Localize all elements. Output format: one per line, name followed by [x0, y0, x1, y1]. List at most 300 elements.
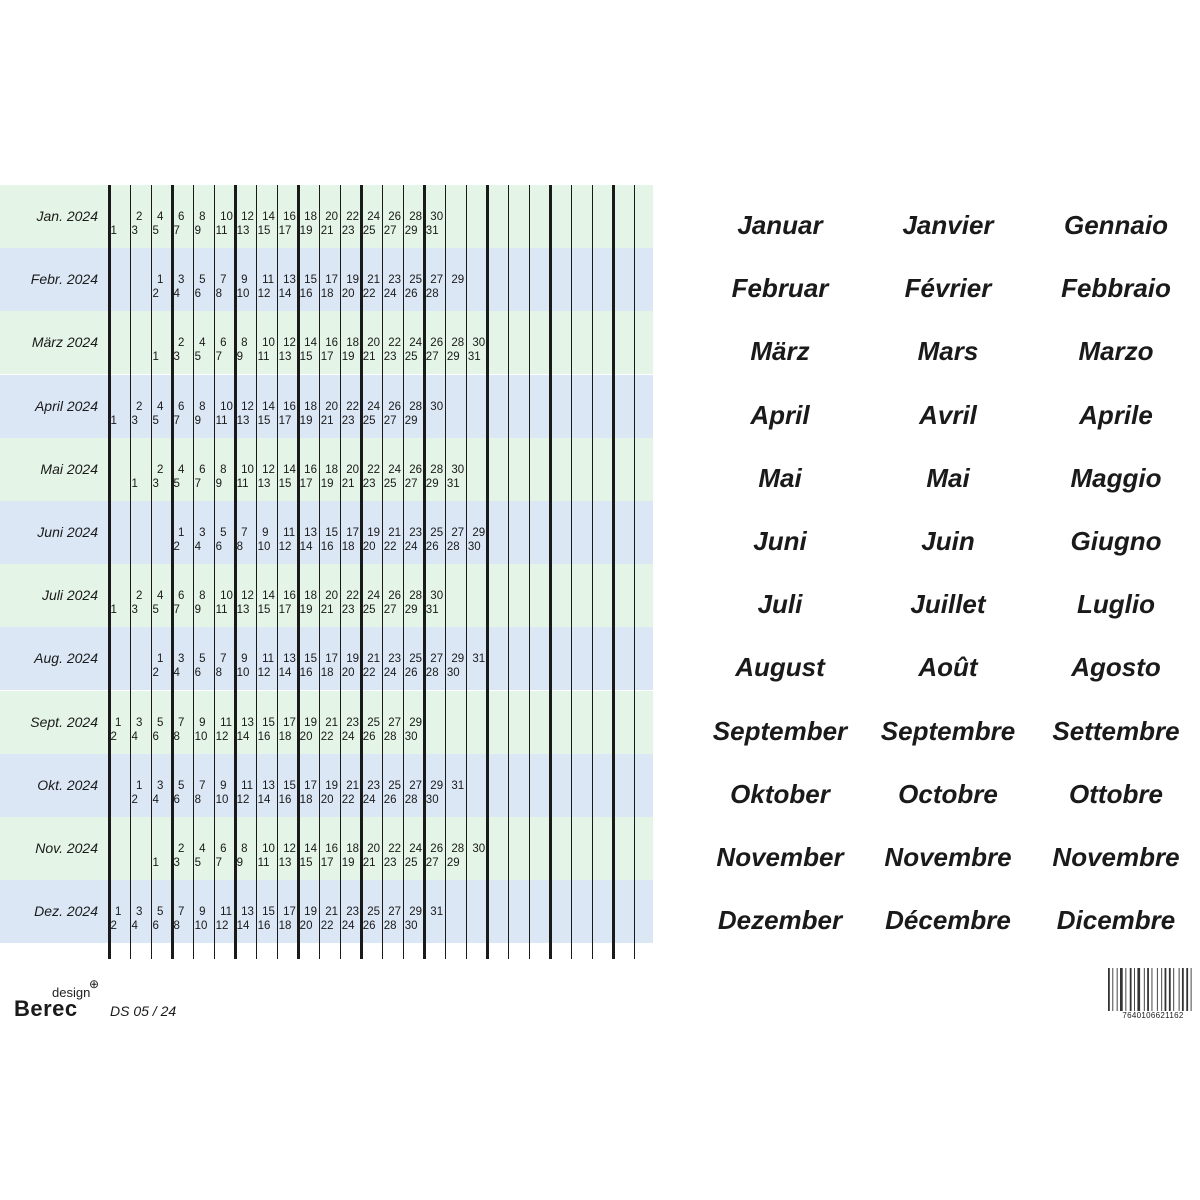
month-name-label: Ottobre — [1069, 778, 1163, 809]
day-number: 26 — [404, 288, 418, 301]
day-number: 14 — [236, 920, 250, 933]
day-number: 3 — [136, 906, 143, 919]
day-number: 13 — [262, 779, 275, 792]
month-row-label-text: Mai 2024 — [40, 460, 98, 477]
day-number: 6 — [220, 337, 227, 350]
day-number: 10 — [262, 337, 275, 350]
month-row-label-text: Sept. 2024 — [30, 713, 98, 730]
day-number: 8 — [194, 793, 201, 806]
day-number: 29 — [404, 225, 418, 237]
day-number: 31 — [425, 604, 439, 617]
day-number: 22 — [367, 463, 381, 476]
grid-line — [382, 185, 383, 959]
day-number: 24 — [362, 793, 376, 806]
day-number: 1 — [131, 477, 138, 490]
day-number: 4 — [157, 400, 164, 413]
day-number: 23 — [362, 477, 376, 490]
day-number: 17 — [283, 906, 296, 919]
day-number: 1 — [115, 716, 122, 729]
day-number: 17 — [278, 225, 292, 237]
grid-line — [634, 185, 635, 959]
day-number: 15 — [257, 414, 271, 427]
day-number: 16 — [299, 667, 313, 680]
day-number: 2 — [152, 288, 159, 301]
day-number: 16 — [304, 463, 317, 476]
day-number: 7 — [173, 414, 180, 427]
month-row — [0, 627, 653, 690]
grid-line — [571, 185, 572, 959]
day-number: 11 — [262, 653, 275, 666]
day-number: 14 — [278, 667, 292, 680]
day-number: 4 — [157, 590, 164, 603]
day-number: 20 — [367, 843, 381, 855]
day-number: 19 — [299, 604, 313, 617]
day-number: 29 — [404, 414, 418, 427]
day-number: 7 — [173, 604, 180, 617]
day-number: 19 — [341, 351, 355, 364]
day-number: 4 — [199, 843, 206, 855]
day-number: 25 — [362, 225, 376, 237]
day-number: 31 — [430, 906, 444, 919]
day-number: 1 — [152, 857, 159, 869]
day-number: 13 — [283, 274, 296, 287]
day-number: 31 — [451, 779, 465, 792]
day-number: 18 — [304, 400, 317, 413]
day-number: 9 — [194, 604, 201, 617]
day-number: 23 — [341, 604, 355, 617]
day-number: 17 — [304, 779, 317, 792]
day-number: 29 — [425, 477, 439, 490]
day-number: 10 — [220, 590, 233, 603]
day-number: 12 — [257, 288, 271, 301]
day-number: 16 — [283, 400, 296, 413]
day-number: 2 — [110, 920, 117, 933]
day-number: 16 — [325, 337, 338, 350]
grid-line — [403, 185, 404, 959]
day-number: 8 — [215, 667, 222, 680]
month-name-label: Dezember — [717, 905, 843, 936]
day-number: 1 — [115, 906, 122, 919]
grid-line — [529, 185, 530, 959]
day-number: 18 — [320, 667, 334, 680]
day-number: 7 — [178, 716, 185, 729]
day-number: 5 — [152, 225, 159, 237]
month-name-label: Aprile — [1079, 399, 1153, 430]
day-number: 21 — [320, 225, 334, 237]
day-number: 2 — [178, 843, 185, 855]
day-number: 26 — [388, 590, 402, 603]
month-name-label: Mai — [758, 462, 802, 493]
day-number: 15 — [257, 604, 271, 617]
day-number: 24 — [367, 211, 381, 223]
month-name-label: Februar — [731, 273, 829, 304]
day-number: 3 — [131, 604, 138, 617]
day-number: 16 — [278, 793, 292, 806]
day-number: 25 — [430, 527, 444, 539]
logo-design-text: design — [52, 985, 91, 1000]
day-number: 20 — [299, 920, 313, 933]
day-number: 27 — [425, 351, 439, 364]
day-number: 8 — [199, 590, 206, 603]
day-number: 27 — [430, 653, 444, 666]
day-number: 29 — [446, 351, 460, 364]
day-number: 22 — [362, 667, 376, 680]
day-number: 29 — [451, 653, 465, 666]
month-name-label: Juillet — [910, 589, 986, 620]
month-row — [0, 248, 653, 311]
day-number: 17 — [320, 351, 334, 364]
day-number: 28 — [425, 667, 439, 680]
day-number: 9 — [241, 653, 248, 666]
day-number: 14 — [262, 590, 275, 603]
day-number: 30 — [404, 730, 418, 743]
month-row-label — [0, 880, 104, 943]
day-number: 12 — [241, 211, 254, 223]
day-number: 12 — [262, 463, 275, 476]
day-number: 3 — [178, 274, 185, 287]
day-number: 3 — [136, 716, 143, 729]
day-number: 7 — [215, 351, 222, 364]
month-row-label — [0, 754, 104, 817]
day-number: 2 — [136, 590, 143, 603]
day-number: 12 — [278, 541, 292, 553]
day-number: 16 — [325, 843, 338, 855]
day-number: 16 — [257, 730, 271, 743]
day-number: 1 — [110, 414, 117, 427]
day-number: 21 — [341, 477, 355, 490]
day-number: 4 — [178, 463, 185, 476]
day-number: 7 — [178, 906, 185, 919]
day-number: 12 — [283, 337, 296, 350]
day-number: 5 — [199, 653, 206, 666]
day-number: 9 — [215, 477, 222, 490]
day-number: 22 — [362, 288, 376, 301]
day-number: 4 — [152, 793, 159, 806]
month-name-label: April — [750, 399, 810, 430]
month-row-label-text: Juni 2024 — [37, 524, 98, 540]
day-number: 2 — [178, 337, 185, 350]
day-number: 12 — [215, 920, 229, 933]
day-number: 20 — [325, 400, 338, 413]
day-number: 8 — [236, 541, 244, 553]
day-number: 15 — [257, 225, 271, 237]
grid-line — [171, 185, 174, 959]
day-number: 24 — [388, 463, 402, 476]
day-number: 5 — [178, 779, 185, 792]
day-number: 28 — [451, 337, 465, 350]
day-number: 25 — [383, 477, 397, 490]
grid-line — [297, 185, 300, 959]
day-number: 24 — [367, 590, 381, 603]
day-number: 23 — [346, 716, 360, 729]
day-number: 10 — [257, 541, 271, 553]
month-name-label: Juin — [921, 526, 975, 556]
day-number: 6 — [152, 920, 159, 933]
day-number: 4 — [173, 288, 180, 301]
day-number: 29 — [472, 527, 486, 539]
day-number: 30 — [472, 843, 486, 855]
day-number: 15 — [262, 716, 275, 729]
month-row-label — [0, 817, 104, 880]
day-number: 13 — [278, 857, 292, 869]
day-number: 31 — [467, 351, 481, 364]
grid-line — [277, 185, 278, 959]
day-number: 26 — [430, 337, 444, 350]
day-number: 5 — [194, 351, 201, 364]
day-number: 18 — [304, 590, 317, 603]
grid-line — [592, 185, 593, 959]
day-number: 26 — [409, 463, 423, 476]
grid-line — [151, 185, 152, 959]
day-number: 7 — [199, 779, 206, 792]
day-number: 11 — [220, 906, 233, 919]
day-number: 24 — [404, 541, 418, 553]
day-number: 21 — [325, 716, 338, 729]
day-number: 21 — [367, 653, 381, 666]
day-number: 25 — [367, 716, 381, 729]
day-number: 11 — [257, 351, 270, 364]
day-number: 4 — [157, 211, 164, 223]
day-number: 15 — [278, 477, 292, 490]
day-number: 9 — [194, 225, 201, 237]
product-code: DS 05 / 24 — [110, 1003, 177, 1019]
day-number: 23 — [383, 351, 397, 364]
day-number: 18 — [278, 730, 292, 743]
day-number: 19 — [341, 857, 355, 869]
day-number: 27 — [430, 274, 444, 287]
month-row-label — [0, 501, 104, 564]
day-number: 27 — [425, 857, 439, 869]
month-row-label — [0, 248, 104, 311]
day-number: 4 — [131, 920, 138, 933]
day-number: 20 — [325, 590, 338, 603]
day-number: 6 — [152, 730, 159, 743]
day-number: 19 — [346, 274, 360, 287]
day-number: 9 — [241, 274, 248, 287]
month-name-label: September — [712, 715, 848, 746]
grid-line — [360, 185, 363, 959]
month-name-label: Septembre — [880, 715, 1016, 746]
day-number: 29 — [409, 716, 423, 729]
day-number: 19 — [299, 414, 313, 427]
month-row — [0, 754, 653, 817]
day-number: 20 — [367, 337, 381, 350]
day-number: 12 — [241, 590, 254, 603]
day-number: 9 — [220, 779, 227, 792]
month-name-label: Gennaio — [1063, 210, 1168, 240]
grid-line — [319, 185, 320, 959]
month-row-label-text: Dez. 2024 — [34, 903, 98, 920]
day-number: 4 — [194, 541, 201, 553]
day-number: 30 — [446, 667, 460, 680]
day-number: 20 — [320, 793, 334, 806]
day-number: 7 — [220, 653, 227, 666]
day-number: 16 — [257, 920, 271, 933]
day-number: 21 — [388, 527, 402, 539]
day-number: 23 — [409, 527, 423, 539]
month-name-label: Dicembre — [1056, 905, 1176, 936]
day-number: 27 — [388, 906, 402, 919]
day-number: 25 — [404, 351, 418, 364]
grid-line — [508, 185, 509, 959]
day-number: 1 — [157, 274, 164, 287]
day-number: 25 — [362, 604, 376, 617]
month-row-label — [0, 564, 104, 627]
day-number: 20 — [346, 463, 360, 476]
day-number: 1 — [110, 225, 117, 237]
month-row — [0, 817, 653, 880]
day-number: 8 — [173, 730, 180, 743]
month-row-label — [0, 311, 104, 374]
month-name-label: Mars — [917, 336, 979, 367]
day-number: 27 — [383, 604, 397, 617]
day-number: 26 — [362, 920, 376, 933]
grid-line — [256, 185, 257, 959]
month-name-label: Luglio — [1077, 589, 1155, 620]
day-number: 27 — [451, 527, 465, 539]
grid-line — [234, 185, 237, 959]
day-number: 23 — [383, 857, 397, 869]
day-number: 18 — [278, 920, 292, 933]
day-number: 3 — [157, 779, 164, 792]
month-row — [0, 501, 653, 564]
day-number: 2 — [173, 541, 180, 553]
logo-brand-text: Berec — [14, 996, 78, 1021]
month-row — [0, 438, 653, 501]
day-number: 5 — [220, 527, 227, 539]
month-row-label-text: April 2024 — [34, 397, 98, 414]
day-number: 22 — [320, 920, 334, 933]
month-name-label: Oktober — [730, 778, 830, 809]
day-number: 6 — [178, 211, 185, 223]
day-number: 8 — [241, 843, 248, 855]
day-number: 12 — [241, 400, 254, 413]
day-number: 26 — [430, 843, 444, 855]
day-number: 6 — [194, 288, 201, 301]
day-number: 21 — [325, 906, 338, 919]
day-number: 10 — [236, 288, 250, 301]
month-name-label: Giugno — [1070, 526, 1162, 556]
day-number: 1 — [110, 604, 117, 617]
day-number: 19 — [320, 477, 334, 490]
day-number: 30 — [451, 463, 465, 476]
day-number: 24 — [383, 667, 397, 680]
month-row — [0, 375, 653, 438]
day-number: 17 — [320, 857, 334, 869]
day-number: 17 — [278, 604, 292, 617]
day-number: 19 — [304, 906, 317, 919]
day-number: 24 — [409, 843, 423, 855]
month-name-label: Settembre — [1052, 715, 1180, 746]
day-number: 31 — [425, 225, 439, 237]
day-number: 25 — [409, 653, 423, 666]
day-number: 26 — [388, 400, 402, 413]
month-name-label: Juni — [753, 526, 807, 556]
day-number: 28 — [425, 288, 439, 301]
day-number: 16 — [320, 541, 334, 553]
day-number: 22 — [341, 793, 355, 806]
day-number: 24 — [341, 920, 355, 933]
grid-line — [466, 185, 467, 959]
month-name-label: Maggio — [1070, 462, 1162, 493]
month-row — [0, 311, 653, 374]
day-number: 15 — [283, 779, 296, 792]
day-number: 3 — [199, 527, 206, 539]
day-number: 19 — [299, 225, 313, 237]
day-number: 15 — [304, 653, 317, 666]
day-number: 5 — [157, 716, 164, 729]
day-number: 23 — [367, 779, 381, 792]
month-row — [0, 564, 653, 627]
day-number: 3 — [131, 414, 138, 427]
day-number: 7 — [215, 857, 222, 869]
day-number: 17 — [283, 716, 296, 729]
day-number: 23 — [388, 274, 402, 287]
month-row — [0, 880, 653, 943]
day-number: 20 — [341, 667, 355, 680]
day-number: 28 — [404, 793, 418, 806]
day-number: 27 — [409, 779, 423, 792]
grid-line — [423, 185, 426, 959]
day-number: 25 — [409, 274, 423, 287]
day-number: 6 — [215, 541, 222, 553]
day-number: 14 — [304, 337, 317, 350]
day-number: 5 — [152, 604, 159, 617]
day-number: 17 — [325, 274, 338, 287]
day-number: 7 — [194, 477, 201, 490]
day-number: 30 — [472, 337, 486, 350]
day-number: 11 — [262, 274, 275, 287]
day-number: 18 — [320, 288, 334, 301]
day-number: 11 — [236, 477, 249, 490]
day-number: 13 — [241, 716, 254, 729]
month-name-label: Août — [918, 652, 978, 683]
day-number: 28 — [446, 541, 460, 553]
day-number: 16 — [283, 211, 296, 223]
day-number: 10 — [194, 920, 208, 933]
day-number: 29 — [409, 906, 423, 919]
day-number: 22 — [346, 211, 360, 223]
day-number: 6 — [199, 463, 206, 476]
day-number: 28 — [409, 211, 423, 223]
day-number: 10 — [194, 730, 208, 743]
month-name-label: August — [735, 652, 825, 683]
month-name-label: Décembre — [885, 905, 1011, 936]
day-number: 26 — [425, 541, 439, 553]
day-number: 17 — [278, 414, 292, 427]
day-number: 18 — [325, 463, 338, 476]
month-row-label — [0, 438, 104, 501]
day-number: 21 — [367, 274, 381, 287]
day-number: 21 — [362, 351, 376, 364]
day-number: 15 — [299, 857, 313, 869]
day-number: 22 — [388, 337, 402, 350]
day-number: 2 — [131, 793, 138, 806]
day-number: 19 — [346, 653, 360, 666]
day-number: 28 — [430, 463, 444, 476]
month-row-label-text: Febr. 2024 — [30, 271, 98, 288]
day-number: 25 — [404, 857, 418, 869]
day-number: 5 — [152, 414, 159, 427]
day-number: 22 — [346, 400, 360, 413]
day-number: 23 — [346, 906, 360, 919]
day-number: 5 — [194, 857, 201, 869]
day-number: 18 — [341, 541, 355, 553]
day-number: 31 — [472, 653, 486, 666]
day-number: 8 — [215, 288, 222, 301]
day-number: 9 — [199, 906, 206, 919]
day-number: 15 — [304, 274, 317, 287]
